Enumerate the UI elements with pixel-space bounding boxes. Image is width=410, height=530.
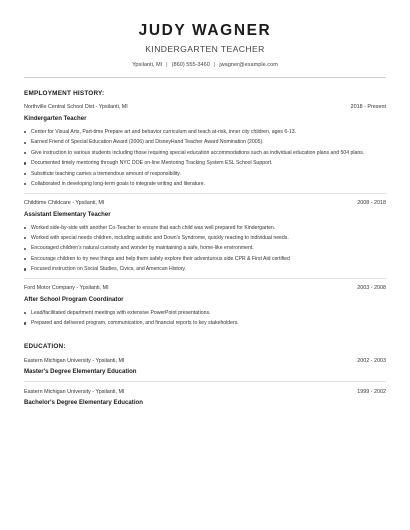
candidate-title: KINDERGARTEN TEACHER (145, 44, 265, 54)
education-dates: 2002 - 2003 (357, 357, 386, 364)
job-bullets (24, 310, 386, 327)
job-org-line (24, 285, 386, 292)
job-entry (24, 285, 386, 327)
list-item: Collaborated in developing long-term goals to integrate writing and literature. (24, 181, 386, 188)
job-dates: 2018 - Present (350, 104, 386, 110)
job-org-line (24, 104, 386, 111)
job-entry (24, 200, 386, 279)
list-item: Worked side-by-side with another Co-Teacher to ensure that each child was well prepared for Kindergarten. (24, 225, 386, 232)
education-degree: Bachelor's Degree Elementary Education (24, 398, 143, 406)
list-item: Worked with special needs children, including autistic and Down's Syndrome, quickly reacting to individual needs. (24, 235, 386, 242)
education-org: Eastern Michigan University - Ypsilanti, MI (24, 388, 125, 395)
list-item: Substitute teaching carries a tremendous amount of responsibility. (24, 171, 386, 178)
education-divider (24, 381, 386, 382)
contact-location: Ypsilanti, MI (132, 62, 163, 68)
job-bullets (24, 225, 386, 273)
education-heading: EDUCATION: (24, 342, 66, 350)
job-entry (24, 104, 386, 194)
job-role: Kindergarten Teacher (24, 115, 87, 122)
job-org: Childtime Childcare - Ypsilanti, MI (24, 199, 105, 206)
education-entry (24, 358, 386, 382)
education-org-line (24, 358, 386, 365)
education-org: Eastern Michigan University - Ypsilanti, MI (24, 357, 125, 364)
contact-line (24, 61, 386, 69)
contact-email[interactable]: jwagner@example.com (219, 62, 278, 68)
education-entry (24, 389, 386, 407)
education-org-line (24, 389, 386, 396)
job-dates: 2003 - 2008 (357, 284, 386, 291)
employment-heading: EMPLOYMENT HISTORY: (24, 90, 105, 97)
job-bullets (24, 129, 386, 188)
list-item: Give instruction to various students including those requiring special education accommodations such as individual education plans and 504 plans. (24, 150, 386, 157)
list-item: Focused instruction on Social Studies, Civics, and American History. (24, 266, 386, 273)
list-item: Earned Friend of Special Education Award (2006) and DisneyHand Teacher Award Nomination (2005). (24, 139, 386, 146)
contact-phone: (860) 555-3460 (171, 62, 210, 68)
job-divider (24, 278, 386, 279)
list-item: Documented timely mentoring through NYC DOE on-line Mentoring Tracking System ESL School Support. (24, 160, 386, 167)
contact-separator: | (213, 62, 216, 68)
education-degree: Master's Degree Elementary Education (24, 367, 137, 375)
header-divider (24, 77, 386, 78)
education-section (24, 343, 386, 407)
list-item: Encourage children to try new things and help them safely explore their adventurous side CPR & First Aid certified (24, 256, 386, 263)
job-org-line (24, 200, 386, 207)
job-org: Ford Motor Company - Ypsilanti, MI (24, 284, 109, 291)
list-item: Encouraged children's natural curiosity and wonder by maintaining a safe, home-like environment. (24, 245, 386, 252)
job-role: Assistant Elementary Teacher (24, 210, 111, 218)
candidate-name: JUDY WAGNER (138, 22, 272, 39)
education-dates: 1999 - 2002 (357, 388, 386, 395)
job-org: Northville Central School Dist - Ypsilanti, MI (24, 104, 128, 110)
job-divider (24, 193, 386, 194)
job-role: After School Program Coordinator (24, 295, 124, 303)
list-item: Lead/facilitated department meetings with extensive PowerPoint presentations. (24, 310, 386, 317)
resume-header (24, 0, 386, 69)
list-item: Prepared and delivered program, communication, and financial reports to key stakeholders. (24, 320, 386, 327)
employment-section (24, 90, 386, 327)
job-dates: 2008 - 2018 (357, 199, 386, 206)
contact-separator: | (166, 62, 168, 68)
list-item: Center for Visual Arts, Part-time Prepare art and behavior curriculum and teach at-risk, inner city children, ages 6-13. (24, 129, 386, 136)
